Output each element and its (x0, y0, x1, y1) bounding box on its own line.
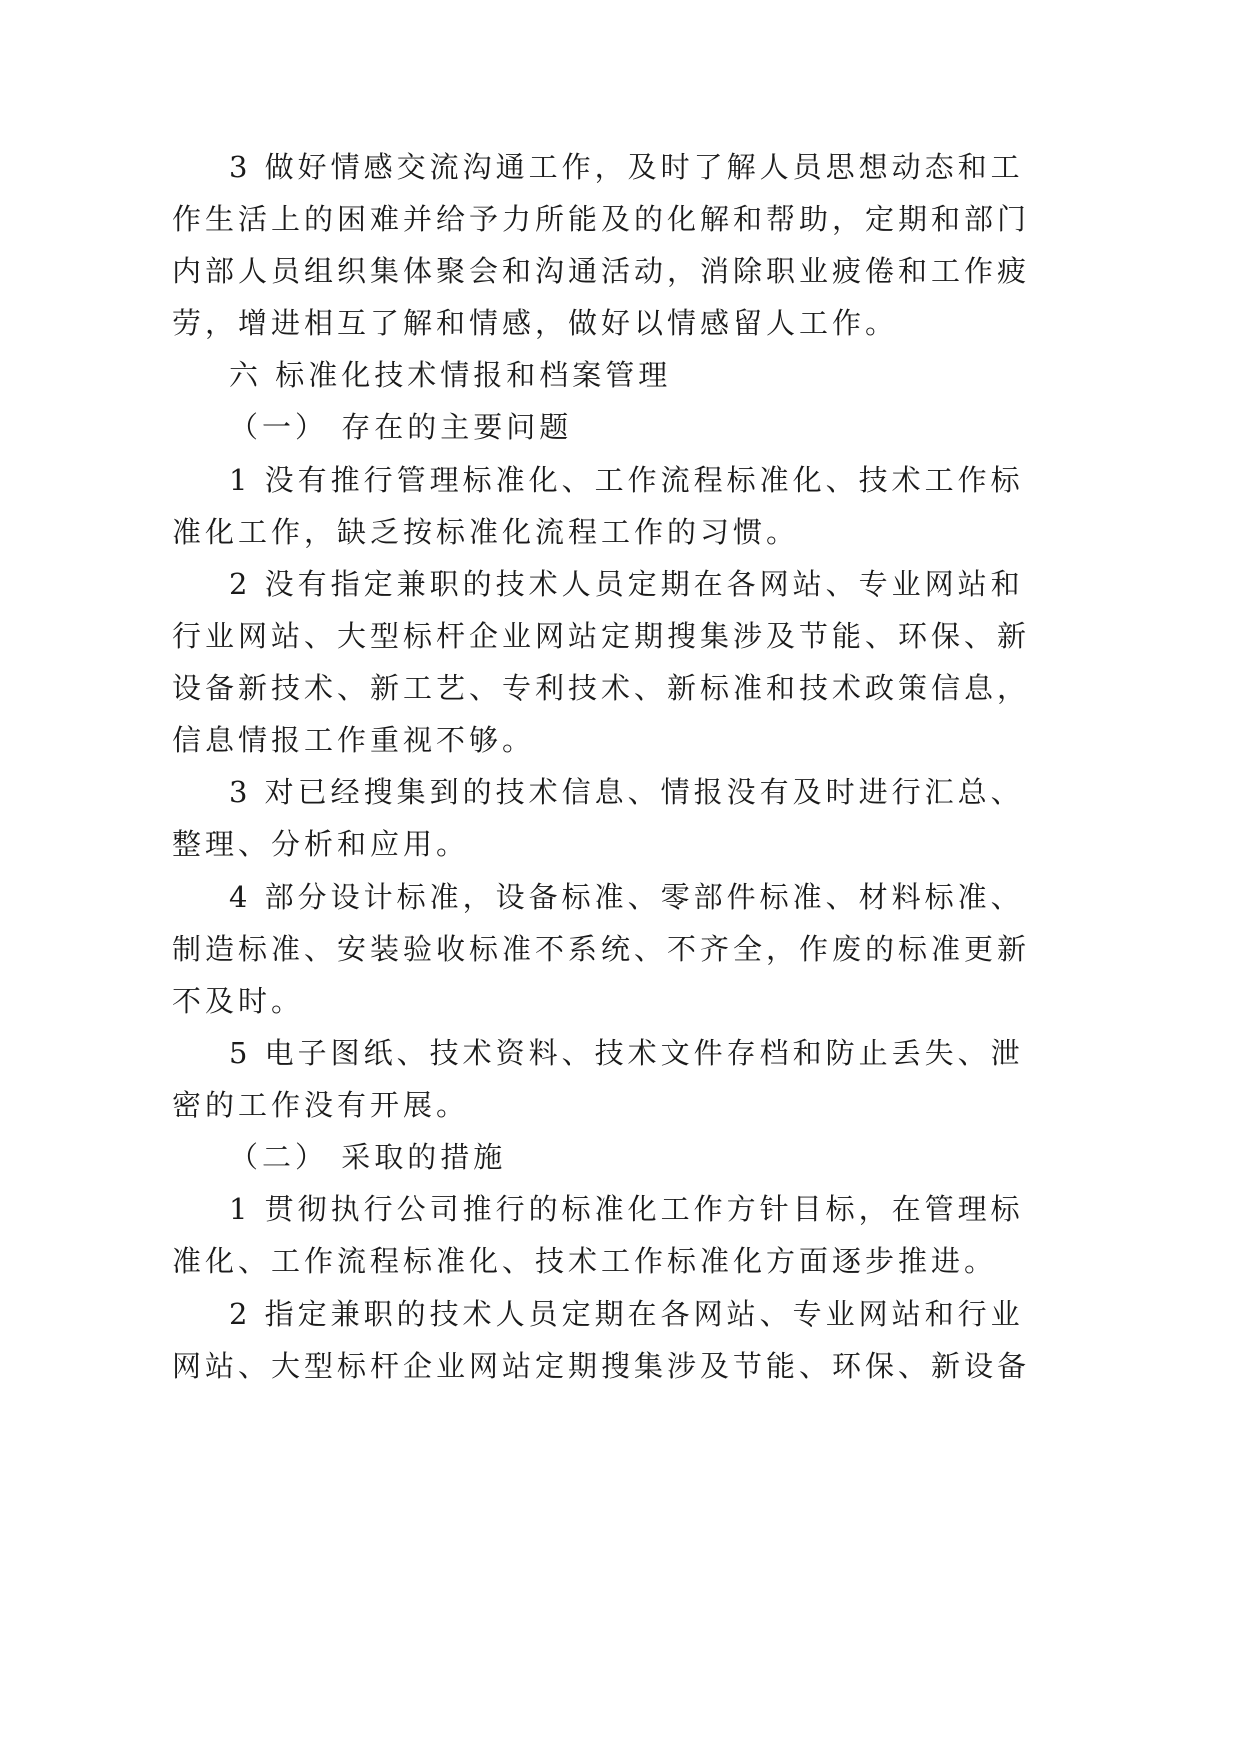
text-line-2: 作生活上的困难并给予力所能及的化解和帮助，定期和部门 (172, 202, 1031, 236)
text-line-24: 网站、大型标杆企业网站定期搜集涉及节能、环保、新设备 (172, 1349, 1031, 1383)
text-line-18: 5 电子图纸、技术资料、技术文件存档和防止丢失、泄 (229, 1036, 1024, 1070)
text-line-19: 密的工作没有开展。 (172, 1088, 470, 1122)
text-line-16: 制造标准、安装验收标准不系统、不齐全，作废的标准更新 (172, 932, 1031, 966)
text-line-23: 2 指定兼职的技术人员定期在各网站、专业网站和行业 (229, 1297, 1024, 1331)
text-line-9: 2 没有指定兼职的技术人员定期在各网站、专业网站和 (229, 567, 1024, 601)
text-line-3: 内部人员组织集体聚会和沟通活动，消除职业疲倦和工作疲 (172, 254, 1031, 288)
text-line-10: 行业网站、大型标杆企业网站定期搜集涉及节能、环保、新 (172, 619, 1031, 653)
text-line-11: 设备新技术、新工艺、专利技术、新标准和技术政策信息， (172, 671, 1031, 705)
subsection-heading-1: （一） 存在的主要问题 (229, 410, 573, 444)
text-line-7: 1 没有推行管理标准化、工作流程标准化、技术工作标 (229, 463, 1024, 497)
text-line-12: 信息情报工作重视不够。 (172, 723, 536, 757)
text-line-14: 整理、分析和应用。 (172, 827, 470, 861)
text-line-8: 准化工作，缺乏按标准化流程工作的习惯。 (172, 515, 800, 549)
subsection-heading-2: （二） 采取的措施 (229, 1140, 507, 1174)
text-line-17: 不及时。 (172, 984, 305, 1018)
text-line-1: 3 做好情感交流沟通工作，及时了解人员思想动态和工 (229, 150, 1024, 184)
text-line-15: 4 部分设计标准，设备标准、零部件标准、材料标准、 (229, 880, 1024, 914)
text-line-13: 3 对已经搜集到的技术信息、情报没有及时进行汇总、 (229, 775, 1024, 809)
section-heading: 六 标准化技术情报和档案管理 (229, 358, 672, 392)
text-line-4: 劳，增进相互了解和情感，做好以情感留人工作。 (172, 306, 899, 340)
text-line-22: 准化、工作流程标准化、技术工作标准化方面逐步推进。 (172, 1244, 998, 1278)
text-line-21: 1 贯彻执行公司推行的标准化工作方针目标，在管理标 (229, 1192, 1024, 1226)
